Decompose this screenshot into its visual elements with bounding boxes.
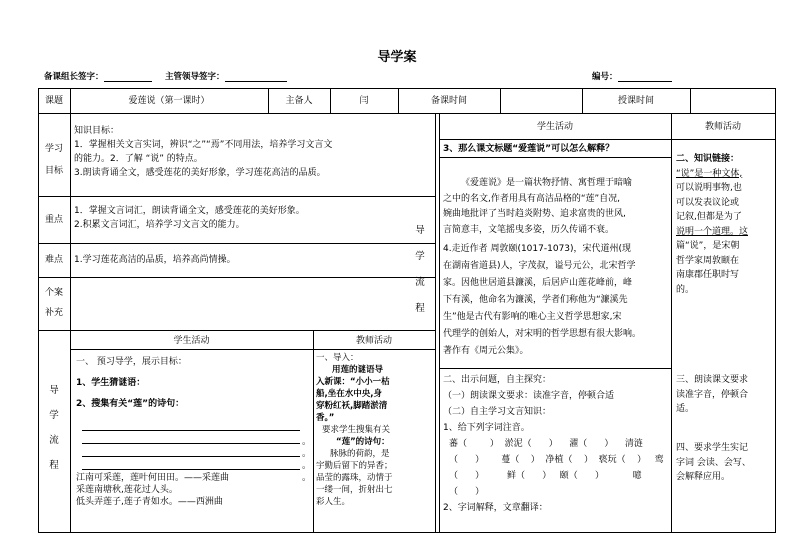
right-student-activity-header: 学生活动 <box>536 122 573 132</box>
difficulty-label: 难点 <box>44 255 63 265</box>
goals-label: 学习 目标 <box>44 144 63 176</box>
supervisor-signature <box>165 70 287 82</box>
goals-text: 知识目标： 1．掌握相关文言实词，辨识“之”“焉”不同用法，培养学习文言文 的能力。2．了解 “说” 的特点。 3.朗读背诵全文，感受莲花的美好形象，学习莲花高洁的品质。 <box>74 126 333 178</box>
key-text: 1．掌握文言词汇，朗读背诵全文，感受莲花的美好形象。 2.积累文言词汇，培养学习文言文的能力。 <box>74 206 305 230</box>
difficulty-text: 1.学习莲花高洁的品质，培养高尚情操。 <box>74 255 236 265</box>
right-teacher-knowledge-link: 二、知识链接： “说”是一种文体, 可以说明事物,也 可以发表议论或 记叙,但都是为了 说明一个道理。这 篇“说”，是宋朝 哲学家周敦颐在 南康郡任职时写 的。 <box>676 154 749 295</box>
left-teacher-activity: 一、导入： 用莲的谜语导 入新课：“小小一枯 船,坐在水中央,身 穿粉红袄,脚踏淤清 香。” 要求学生搜集有关 “莲”的诗句： 脉脉的荷韵，是 宇勤后留下的异香； 品莹的露珠，动情于 一缕一间，折射出七 彩人生。 <box>316 353 393 507</box>
group-leader-label: 备课组长签字： <box>44 72 104 82</box>
left-teacher-activity-header: 教师活动 <box>355 336 392 346</box>
teach-time-label: 授课时间 <box>617 96 654 106</box>
title-explanation: 《爱莲说》是一篇状物抒情、寓哲理于暗喻 之中的名文,作者用具有高洁品格的“莲”自况, 婉曲地批评了当时趋炎附势、追求富贵的世风, 言简意丰，文笔摇曳多姿，历久传诵不衰。 <box>443 178 633 235</box>
number-label: 编号： <box>592 72 618 82</box>
presenter-label: 主备人 <box>285 96 313 106</box>
supplement-label: 个案 补充 <box>44 288 63 318</box>
right-teacher-reading: 三、朗读课文要求 读准字音，停顿合 适。 <box>676 375 749 414</box>
topic-label: 课题 <box>44 96 63 106</box>
key-label: 重点 <box>44 215 63 225</box>
author-intro: 4.走近作者 周敦颐(1017-1073)，宋代道州(现 在湖南省道县)人，字茂叔，谥号元公，北宋哲学 家。因他世居道县濂溪，后居庐山莲花峰前，峰 下有溪，他命名为濂溪，学者们称他为“濂溪先 生”他是古代有影响的唯心主义哲学思想家,宋 代理学的创始人，对宋明的哲学思想有很大影响。 著作有《周元公集》。 <box>443 244 642 356</box>
right-teacher-activity-header: 教师活动 <box>704 122 741 132</box>
poem-line: 江南可采莲，莲叶何田田。——采莲曲 <box>76 473 230 483</box>
poems-step: 2、搜集有关“莲”的诗句： <box>76 399 185 409</box>
riddle-step: 1、学生猜谜语： <box>76 378 146 388</box>
prep-time-label: 备课时间 <box>430 96 467 106</box>
poem-line: 低头弄莲子,莲子青如水。——西洲曲 <box>76 497 223 507</box>
page-title: 导学案 <box>377 50 417 65</box>
supervisor-label: 主管领导签字： <box>165 72 225 82</box>
topic-value: 爱莲说（第一课时） <box>128 96 210 106</box>
right-flow-label: 导 学 流 程 <box>415 225 425 314</box>
poem-line: 采莲南塘秋,莲花过人头。 <box>76 485 178 495</box>
presenter-value: 闫 <box>359 96 369 106</box>
left-flow-label: 导 学 流 程 <box>49 385 59 471</box>
number-field <box>592 70 672 82</box>
inquiry-section: 二、出示问题，自主探究： （一）朗读课文要求：读准字音，停顿合适 （二）自主学习文言知识： 1、给下列字词注音。 蕃（ ） 淤泥（ ） 濯（ ） 清涟 （ ） 蔓（ ） 净植（ ） 亵玩（ ） 鸾 （ ） 鲜（ ） 颐（ ） 噫 （ ） 2、字词解释，文章翻译： <box>443 375 664 513</box>
right-teacher-words: 四、要求学生实记 字词 会读、会写、 会解释应用。 <box>676 443 751 482</box>
group-leader-signature <box>44 70 152 82</box>
left-student-activity-header: 学生活动 <box>173 336 210 346</box>
preview-step: 一、 预习导学，展示目标： <box>76 357 187 367</box>
left-student-activity: 一、 预习导学，展示目标： 1、学生猜谜语： 2、搜集有关“莲”的诗句： 。 。 。 。 江南可采莲，莲叶何田田。——采莲曲 采莲南塘秋,莲花过人头。 低头弄莲子,莲子青如水。——西洲曲 <box>76 357 312 507</box>
question-3: 3、那么课文标题“爱莲说”可以怎么解释？ <box>443 144 615 154</box>
